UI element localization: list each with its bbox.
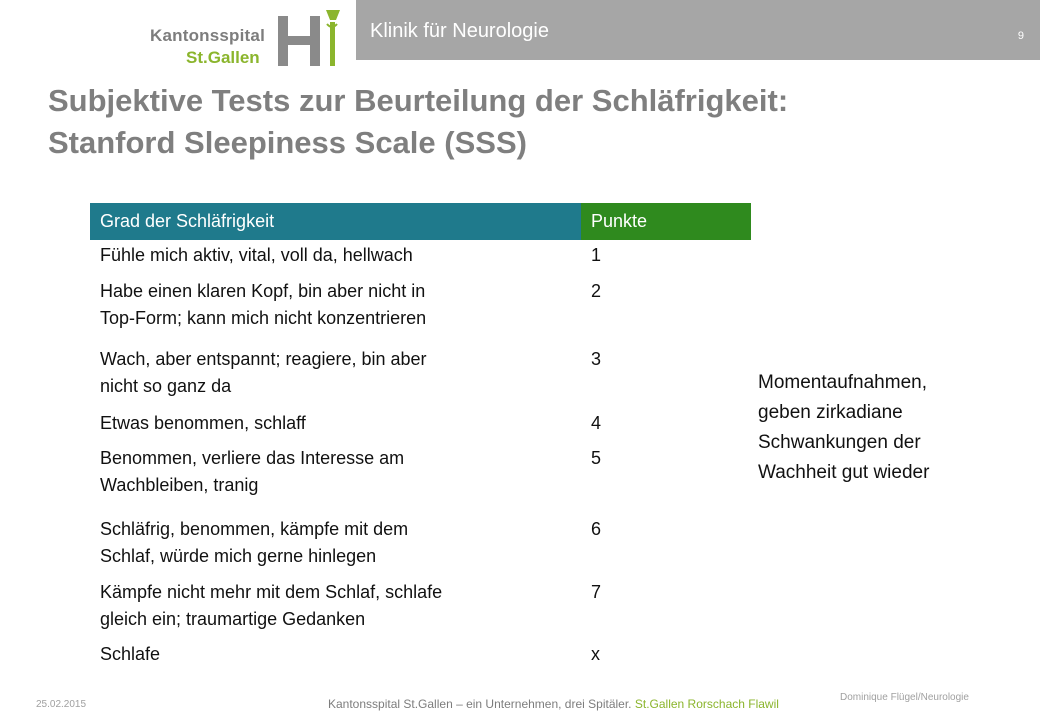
grade-cell: [90, 240, 581, 271]
grade-line: gleich ein; traumartige Gedanken: [100, 609, 366, 629]
sss-table: [90, 203, 751, 668]
page-number: 9: [1017, 30, 1024, 42]
grade-cell: [90, 403, 581, 438]
grade-line: Benommen, verliere das Interesse am: [100, 448, 405, 468]
table-row: [90, 339, 751, 403]
header-bar: [356, 0, 1040, 60]
table-header-row: [90, 203, 751, 240]
grade-line: Wachbleiben, tranig: [100, 475, 259, 495]
header-grade: Grad der Schläfrigkeit: [90, 203, 581, 240]
grade-line: Schlaf, würde mich gerne hinlegen: [100, 546, 377, 566]
footer-date: 25.02.2015: [36, 699, 87, 710]
table-row: [90, 572, 751, 634]
points-cell: 3: [591, 349, 602, 369]
grade-cell: [90, 271, 581, 339]
grade-cell: [90, 572, 581, 634]
grade-line: Top-Form; kann mich nicht konzentrieren: [100, 308, 427, 328]
points-cell: 4: [591, 413, 602, 433]
grade-cell: [90, 634, 581, 668]
footer-locations: St.Gallen Rorschach Flawil: [634, 697, 779, 711]
footer-tagline-text: Kantonsspital St.Gallen – ein Unternehmen, drei Spitäler.: [328, 697, 632, 711]
grade-line: nicht so ganz da: [100, 376, 232, 396]
logo-line2: St.Gallen: [186, 48, 260, 67]
points-cell: 1: [591, 245, 602, 265]
logo-mark-icon: [278, 6, 342, 68]
points-cell: 5: [591, 448, 602, 468]
table-row: [90, 438, 751, 509]
grade-line: Schläfrig, benommen, kämpfe mit dem: [100, 519, 409, 539]
table-row: [90, 509, 751, 572]
points-cell: 6: [591, 519, 602, 539]
hospital-logo: [150, 6, 350, 66]
grade-line: Fühle mich aktiv, vital, voll da, hellwach: [100, 245, 413, 265]
table-row: [90, 271, 751, 339]
header-points: Punkte: [581, 203, 751, 240]
slide-title: [48, 80, 788, 164]
table-row: [90, 634, 751, 668]
grade-line: Wach, aber entspannt; reagiere, bin aber: [100, 349, 427, 369]
grade-cell: [90, 438, 581, 509]
clinic-title: Klinik für Neurologie: [370, 20, 549, 42]
grade-line: Habe einen klaren Kopf, bin aber nicht in: [100, 281, 426, 301]
points-cell: 7: [591, 582, 602, 602]
points-cell: x: [591, 644, 600, 664]
slide-title-line2: Stanford Sleepiness Scale (SSS): [48, 125, 527, 160]
table-row: [90, 403, 751, 438]
footer-tagline: [328, 697, 779, 711]
grade-cell: [90, 339, 581, 403]
logo-line1: Kantonsspital: [150, 26, 266, 45]
side-note-line: Momentaufnahmen,: [758, 372, 927, 393]
grade-line: Schlafe: [100, 644, 161, 664]
side-note-line: Schwankungen der: [758, 432, 921, 453]
grade-line: Kämpfe nicht mehr mit dem Schlaf, schlafe: [100, 582, 443, 602]
slide-title-line1: Subjektive Tests zur Beurteilung der Schläfrigkeit:: [48, 83, 789, 118]
footer-author: Dominique Flügel/Neurologie: [840, 692, 969, 703]
grade-line: Etwas benommen, schlaff: [100, 413, 306, 433]
points-cell: 2: [591, 281, 602, 301]
side-note: [758, 368, 929, 488]
table-row: [90, 240, 751, 271]
side-note-line: Wachheit gut wieder: [758, 462, 930, 483]
side-note-line: geben zirkadiane: [758, 402, 903, 423]
grade-cell: [90, 509, 581, 572]
